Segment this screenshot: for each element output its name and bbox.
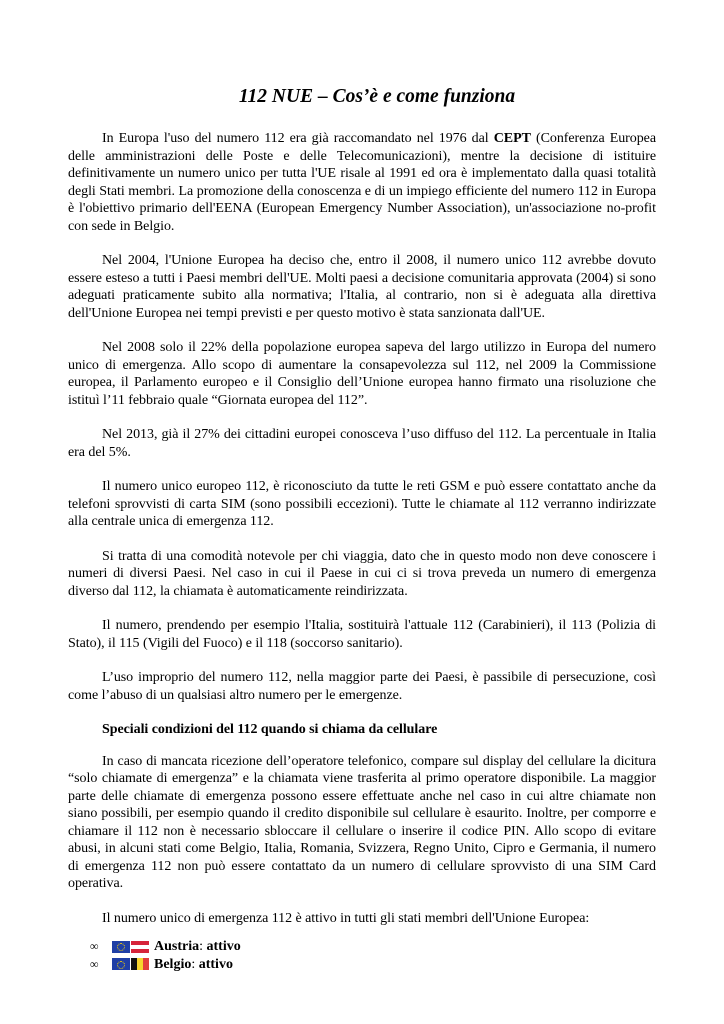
paragraph-gsm: Il numero unico europeo 112, è riconosciuto da tutte le reti GSM e può essere contattato anche da telefoni sprovvisti di carta SIM (sono possibili eccezioni). Tutte le chiamate al 112 verranno indirizzate alla centrale unica di emergenza 112. [68,479,656,529]
country-status: attivo [198,956,233,972]
paragraph-cept-after: (Conferenza Europea delle amministrazioni delle Poste e delle Telecomunicazioni), mentre la decisione di istituire definitivamente un numero unico per tutta l'UE risale al 1991 ed ora è implementato dalla quasi totalità degli Stati membri. La promozione della conoscenza e di un impiego efficiente del numero 112 in Europa è l'obiettivo primario dell'EENA (European Emergency Number Association), un'associazione no-profit con sede in Belgio. [68,131,656,234]
paragraph-mobile: In caso di mancata ricezione dell’operatore telefonico, compare sul display del cellulare la dicitura “solo chiamate di emergenza” e la chiamata viene trasferita al primo operatore disponibile. La maggior parte delle chiamate di emergenza possono essere effettuate anche nel caso in cui altre chiamate non siano possibili, per esempio quando il credito disponibile sul cellulare è esaurito. Inoltre, per comporre e chiamare il 112 non è necessario sbloccare il cellulare o inserire il codice PIN. Allo scopo di evitare abusi, in alcuni stati come Belgio, Italia, Romania, Svizzera, Regno Unito, Cipro e Germania, il numero di emergenza 112 non può essere contattato da un numero di cellulare sprovvisto di una SIM Card operativa. [68,753,656,891]
paragraph-cept-before: In Europa l'uso del numero 112 era già raccomandato nel 1976 dal [102,131,494,146]
country-name: Austria [154,939,200,954]
paragraph-travel: Si tratta di una comodità notevole per chi viaggia, dato che in questo modo non deve conoscere i numeri di diversi Paesi. Nel caso in cui il Paese in cui ci si trova preveda un numero di emergenza diverso dal 112, la chiamata è automaticamente reindirizzata. [68,548,656,599]
infinity-bullet-icon: ∞ [90,956,99,971]
paragraph-2004: Nel 2004, l'Unione Europea ha deciso che, entro il 2008, il numero unico 112 avrebbe dovuto essere esteso a tutti i Paesi membri dell'UE. Molti paesi a decisione comunitaria approvata (2004) si sono adeguati praticamente subito alla normativa; l'Italia, al contrario, non si è adeguata alla direttiva dell'Unione Europea nei tempi previsti e per questo motivo è stata sanzionata dall'UE. [68,253,656,321]
list-item [68,938,656,956]
eu-flag-icon [112,958,130,970]
cept-bold: CEPT [493,131,531,146]
austria-flag-icon [131,941,149,953]
paragraph-2013: Nel 2013, già il 27% dei cittadini europei conosceva l’uso diffuso del 112. La percentuale in Italia era del 5%. [68,427,656,460]
document-page [68,84,656,973]
paragraph-misuse: L’uso improprio del numero 112, nella maggior parte dei Paesi, è passibile di persecuzione, così come l’abuso di un qualsiasi altro numero per le emergenze. [68,670,656,703]
section-heading: Speciali condizioni del 112 quando si chiama da cellulare [102,722,438,737]
document-title: 112 NUE – Cos’è e come funziona [238,86,516,107]
list-item [68,956,656,974]
colon-separator: : [199,939,207,954]
country-status: attivo [206,939,241,954]
belgium-flag-icon [131,958,149,970]
paragraph-italy-numbers: Il numero, prendendo per esempio l'Italia, sostituirà l'attuale 112 (Carabinieri), il 113 (Polizia di Stato), il 115 (Vigili del Fuoco) e il 118 (soccorso sanitario). [68,618,656,651]
infinity-bullet-icon: ∞ [90,939,99,953]
paragraph-active-intro: Il numero unico di emergenza 112 è attivo in tutti gli stati membri dell'Unione Europea: [102,910,590,926]
paragraph-2008: Nel 2008 solo il 22% della popolazione europea sapeva del largo utilizzo in Europa del numero unico di emergenza. Allo scopo di aumentare la consapevolezza sul 112, nel 2009 la Commissione europea, il Parlamento europeo e il Consiglio dell’Unione europea hanno firmato una risoluzione che istituì l’11 febbraio quale “Giornata europea del 112”. [68,340,656,408]
flag-pair [112,958,150,970]
flag-pair [112,941,150,953]
colon-separator: : [191,956,199,972]
paragraph-cept [68,130,656,235]
eu-flag-icon [112,941,130,953]
country-name: Belgio [154,956,192,972]
country-list [68,938,656,973]
